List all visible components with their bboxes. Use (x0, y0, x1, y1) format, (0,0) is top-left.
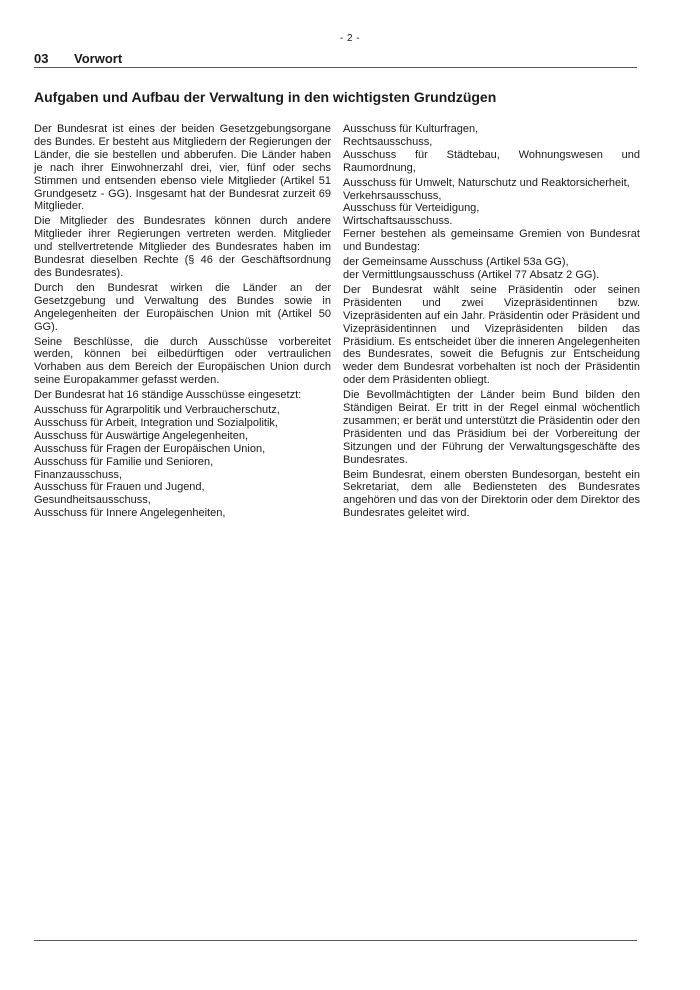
list-item: Ausschuss für Frauen und Jugend, (34, 481, 205, 494)
left-column (34, 123, 331, 520)
list-item: Finanzausschuss, (34, 468, 123, 481)
paragraph: Der Bundesrat hat 16 ständige Ausschüsse eingesetzt: (34, 389, 302, 402)
list-item: Ausschuss für Umwelt, Naturschutz und Reaktorsicherheit, (343, 176, 630, 189)
paragraph: Die Mitglieder des Bundesrates können durch andere Mitglieder ihrer Regierungen vertreten werden. Mitglieder und stellvertretende Mitglieder des Bundesrates haben im Bundesrat dieselben Rechte (§ 46 der Geschäftsordnung des Bundesrates). (34, 215, 331, 279)
list-item: Ausschuss für Fragen der Europäischen Union, (34, 442, 266, 455)
list-item: Ausschuss für Auswärtige Angelegenheiten, (34, 429, 249, 442)
paragraph: Ferner bestehen als gemeinsame Gremien von Bundesrat und Bundestag: (343, 228, 640, 254)
page-number: - 2 - (339, 33, 361, 44)
section-title: Aufgaben und Aufbau der Verwaltung in den wichtigsten Grundzügen (34, 89, 497, 105)
paragraph: Seine Beschlüsse, die durch Ausschüsse vorbereitet werden, können bei eilbedürftigen oder vertraulichen Vorhaben aus dem Bereich der Europäischen Union durch seine Europakammer gefasst werden. (34, 335, 331, 387)
paragraph: Beim Bundesrat, einem obersten Bundesorgan, besteht ein Sekretariat, dem alle Bediensteten des Bundesrates angehören und das von der Direktorin oder dem Direktor des Bundesrates geleitet wird. (343, 468, 640, 520)
list-item: Ausschuss für Arbeit, Integration und Sozialpolitik, (34, 416, 278, 429)
right-column (343, 123, 640, 522)
list-item: Ausschuss für Kulturfragen, (343, 123, 479, 135)
list-item: Ausschuss für Agrarpolitik und Verbraucherschutz, (34, 404, 280, 417)
chapter-title: Vorwort (74, 51, 123, 66)
list-item: Ausschuss für Innere Angelegenheiten, (34, 507, 226, 520)
paragraph: Durch den Bundesrat wirken die Länder an der Gesetzgebung und Verwaltung des Bundes sowie in Angelegenheiten der Europäischen Union mit (Artikel 50 GG). (34, 281, 331, 333)
footer-rule (34, 940, 637, 941)
paragraph: Die Bevollmächtigten der Länder beim Bund bilden den Ständigen Beirat. Er tritt in der Regel einmal wöchentlich zusammen; er berät und unterstützt die Präsidentin oder den Präsidenten und das Präsidium bei der Vorbereitung der Sitzungen und der Führung der Verwaltungsgeschäfte des Bundesrates. (343, 389, 640, 466)
chapter-header (34, 51, 637, 68)
list-item: Ausschuss für Familie und Senioren, (34, 455, 214, 468)
list-item: Wirtschaftsausschuss. (343, 215, 453, 228)
list-item: Ausschuss für Verteidigung, (343, 202, 480, 215)
list-item: der Gemeinsame Ausschuss (Artikel 53a GG), (343, 256, 569, 269)
chapter-number: 03 (34, 51, 49, 66)
paragraph: Ausschuss für Städtebau, Wohnungswesen und Raumordnung, (343, 148, 640, 174)
paragraph: Der Bundesrat ist eines der beiden Gesetzgebungsorgane des Bundes. Er besteht aus Mitgliedern der Regierungen der Länder, die sie bestellen und abberufen. Die Länder haben je nach ihrer Einwohnerzahl drei, vier, fünf oder sechs Stimmen und entsenden ebenso viele Mitglieder (Artikel 51 Grundgesetz - GG). Insgesamt hat der Bundesrat zurzeit 69 Mitglieder. (34, 123, 331, 213)
paragraph: Der Bundesrat wählt seine Präsidentin oder seinen Präsidenten und zwei Vizepräsidentinnen bzw. Vizepräsidenten auf ein Jahr. Präsidentin oder Präsident und Vizepräsidentinnen und Vizepräsidenten bilden das Präsidium. Es entscheidet über die inneren Angelegenheiten des Bundesrates, soweit die Befugnis zur Entscheidung weder dem Bundesrat vorbehalten ist noch der Präsidentin oder dem Präsidenten obliegt. (343, 283, 640, 387)
paragraph: der Vermittlungsausschuss (Artikel 77 Absatz 2 GG). (343, 268, 600, 281)
list-item: Rechtsausschuss, (343, 135, 433, 148)
list-item: Gesundheitsausschuss, (34, 494, 151, 507)
list-item: Verkehrsausschuss, (343, 189, 442, 202)
